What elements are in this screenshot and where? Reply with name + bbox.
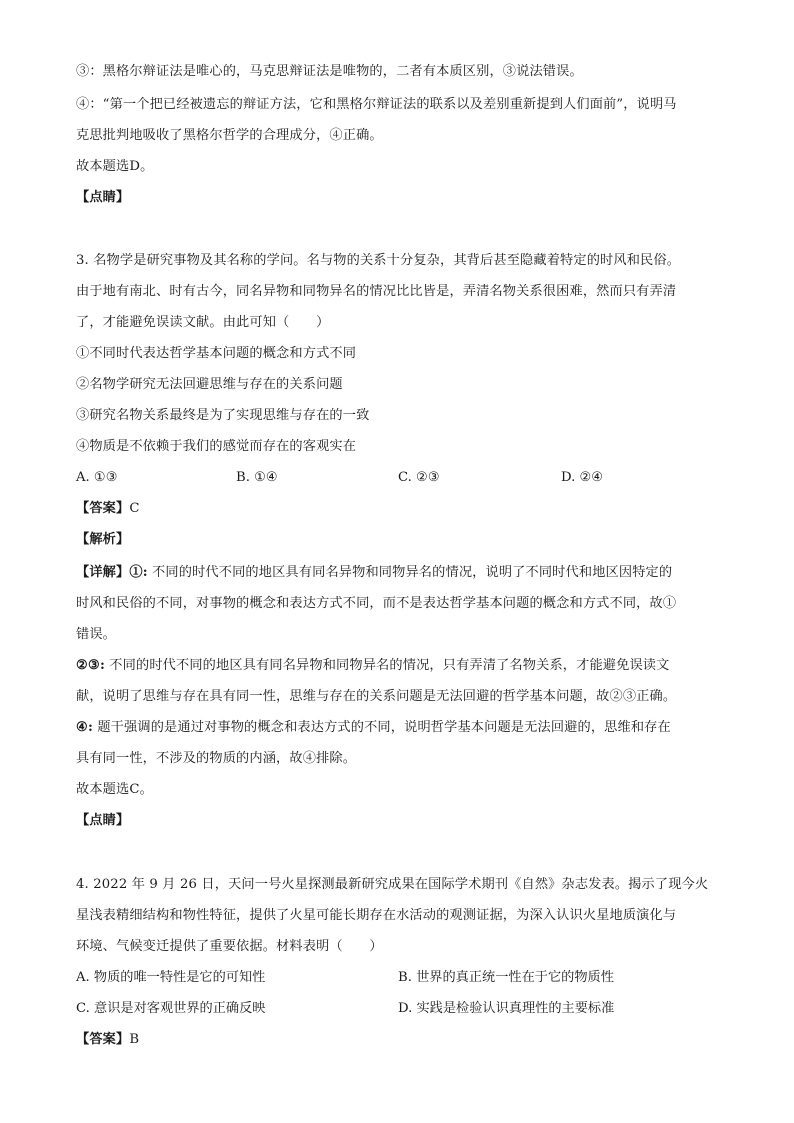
q3-answer-tag: 【答案】 bbox=[76, 501, 130, 516]
q3-detail-3a bbox=[76, 718, 671, 738]
q3-item-4: ④物质是不依赖于我们的感觉而存在的客观实在 bbox=[76, 439, 357, 454]
q3-detail-3b: 具有同一性，不涉及的物质的内涵，故④排除。 bbox=[76, 751, 357, 766]
q3-answer-line bbox=[76, 499, 140, 519]
q3-stem-line2: 由于地有南北、时有古今，同名异物和同物异名的情况比比皆是，弄清名物关系很困难，然而只有弄清 bbox=[76, 284, 677, 299]
q3-detail-2a-text: 不同的时代不同的地区具有同名异物和同物异名的情况，只有弄清了名物关系，才能避免误读文 bbox=[104, 658, 670, 673]
q3-option-d: D. ②④ bbox=[561, 470, 604, 485]
q3-dianjing-tag: 【点睛】 bbox=[76, 813, 130, 828]
q3-detail-1a bbox=[76, 563, 672, 583]
q3-detail-2b: 献，说明了思维与存在具有同一性，思维与存在的关系问题是无法回避的哲学基本问题，故②③正确。 bbox=[76, 689, 677, 704]
q3-detail-2a bbox=[76, 656, 669, 676]
q4-stem-line3: 环境、气候变迁提供了重要依据。材料表明（ ） bbox=[76, 939, 383, 954]
q4-answer-tag: 【答案】 bbox=[76, 1032, 130, 1047]
q3-answer-value: C bbox=[129, 501, 140, 516]
q4-answer-line bbox=[76, 1030, 139, 1050]
q2-conclusion: 故本题选D。 bbox=[76, 159, 154, 174]
q3-detail-1-lead: ①: bbox=[129, 565, 148, 580]
q4-option-c: C. 意识是对客观世界的正确反映 bbox=[76, 1001, 266, 1016]
q3-option-a: A. ①③ bbox=[76, 470, 118, 485]
q4-stem-line1: 4. 2022 年 9 月 26 日，天问一号火星探测最新研究成果在国际学术期刊《自然》杂志发表。揭示了现今火 bbox=[76, 877, 709, 892]
q3-detail-1a-text: 不同的时代不同的地区具有同名异物和同物异名的情况，说明了不同时代和地区因特定的 bbox=[147, 565, 673, 580]
q2-analysis-4a: ④：“第一个把已经被遗忘的辩证方法，它和黑格尔辩证法的联系以及差别重新提到人们面前”，说明马 bbox=[76, 97, 677, 112]
q4-option-a: A. 物质的唯一特性是它的可知性 bbox=[76, 970, 266, 985]
q2-analysis-3: ③：黑格尔辩证法是唯心的，马克思辩证法是唯物的，二者有本质区别，③说法错误。 bbox=[76, 64, 583, 79]
q3-item-2: ②名物学研究无法回避思维与存在的关系问题 bbox=[76, 377, 343, 392]
q2-dianjing-tag: 【点睛】 bbox=[76, 190, 130, 205]
q3-jiexi-tag: 【解析】 bbox=[76, 532, 130, 547]
q3-option-b: B. ①④ bbox=[236, 470, 278, 485]
q3-detail-1b: 时风和民俗的不同，对事物的概念和表达方式不同，而不是表达哲学基本问题的概念和方式不同，故① bbox=[76, 596, 677, 611]
q3-detail-3a-text: 题干强调的是通过对事物的概念和表达方式的不同，说明哲学基本问题是无法回避的，思维和存在 bbox=[93, 720, 671, 735]
q3-detail-1c: 错误。 bbox=[76, 627, 117, 642]
q3-item-1: ①不同时代表达哲学基本问题的概念和方式不同 bbox=[76, 346, 357, 361]
q4-answer-value: B bbox=[129, 1032, 140, 1047]
q3-option-c: C. ②③ bbox=[398, 470, 440, 485]
q3-stem-line1: 3. 名物学是研究事物及其名称的学问。名与物的关系十分复杂，其背后甚至隐藏着特定的时风和民俗。 bbox=[76, 253, 681, 268]
q3-detail-tag: 【详解】 bbox=[76, 565, 130, 580]
q3-conclusion: 故本题选C。 bbox=[76, 782, 153, 797]
q3-detail-2-lead: ②③: bbox=[76, 658, 105, 673]
q4-option-b: B. 世界的真正统一性在于它的物质性 bbox=[398, 970, 614, 985]
q3-detail-3-lead: ④: bbox=[76, 720, 93, 735]
q2-analysis-4b: 克思批判地吸收了黑格尔哲学的合理成分，④正确。 bbox=[76, 128, 383, 143]
q4-option-d: D. 实践是检验认识真理性的主要标准 bbox=[398, 1001, 615, 1016]
q4-stem-line2: 星浅表精细结构和物性特征，提供了火星可能长期存在水活动的观测证据，为深入认识火星地质演化与 bbox=[76, 908, 677, 923]
q3-stem-line3: 了，才能避免误读文献。由此可知（ ） bbox=[76, 315, 330, 330]
q3-item-3: ③研究名物关系最终是为了实现思维与存在的一致 bbox=[76, 408, 370, 423]
